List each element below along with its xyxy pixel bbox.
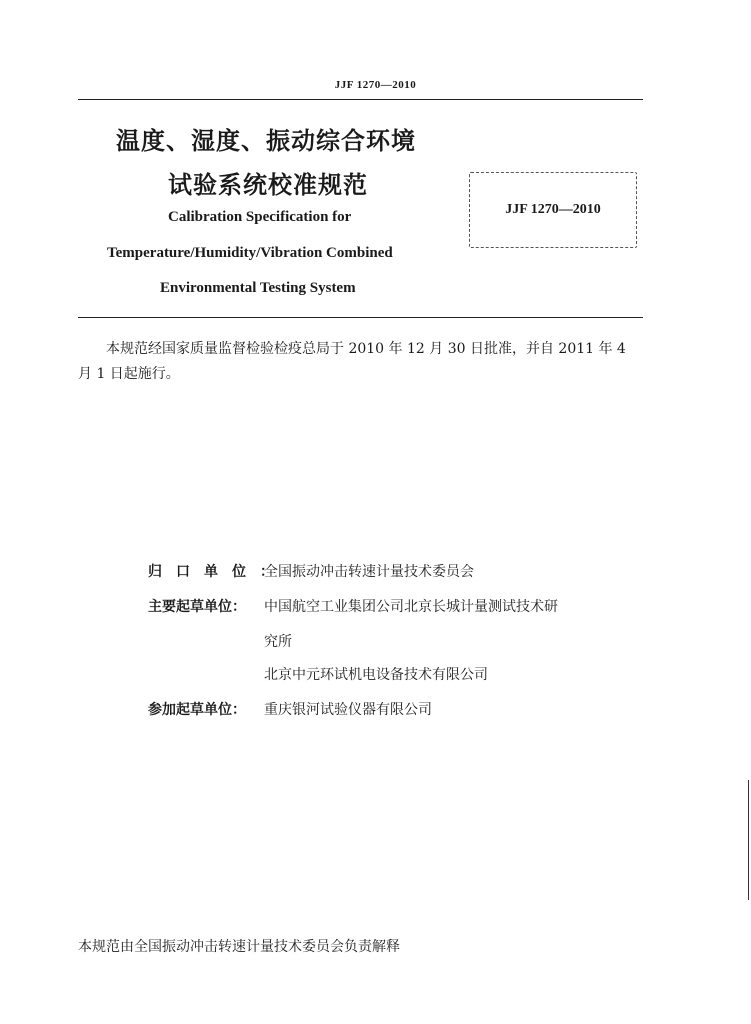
interpretation-note: 本规范由全国振动冲击转速计量技术委员会负责解释	[78, 939, 400, 955]
scan-edge-mark	[748, 780, 749, 900]
main-drafting-unit-label: 主要起草单位：	[148, 599, 246, 615]
main-drafting-unit-value-line-2: 究所	[264, 634, 292, 650]
main-drafting-unit-value-line-3: 北京中元环试机电设备技术有限公司	[264, 667, 488, 683]
responsible-unit-label: 归口单位：	[148, 564, 288, 580]
header-rule	[78, 99, 643, 100]
standard-code-box-text: JJF 1270—2010	[505, 202, 601, 217]
main-drafting-unit-value-line-1: 中国航空工业集团公司北京长城计量测试技术研	[264, 599, 558, 615]
header-standard-code: JJF 1270—2010	[334, 79, 417, 91]
participating-unit-value: 重庆银河试验仪器有限公司	[264, 702, 432, 718]
english-title-line-1: Calibration Specification for	[168, 209, 352, 225]
english-title-line-2: Temperature/Humidity/Vibration Combined	[107, 245, 393, 261]
chinese-title-line-2: 试验系统校准规范	[168, 171, 368, 199]
section-rule	[78, 317, 643, 318]
responsible-unit-value: 全国振动冲击转速计量技术委员会	[264, 564, 474, 580]
chinese-title-line-1: 温度、湿度、振动综合环境	[116, 127, 416, 155]
main-drafting-unit-row	[148, 597, 558, 617]
standard-code-box	[469, 172, 637, 248]
approval-statement: 本规范经国家质量监督检验检疫总局于 2010 年 12 月 30 日批准，并自 2011 年 4 月 1 日起施行。	[78, 341, 626, 382]
english-title-line-3: Environmental Testing System	[160, 280, 356, 296]
responsible-unit-row	[148, 562, 474, 582]
participating-unit-row	[148, 700, 432, 720]
participating-unit-label: 参加起草单位：	[148, 702, 246, 718]
